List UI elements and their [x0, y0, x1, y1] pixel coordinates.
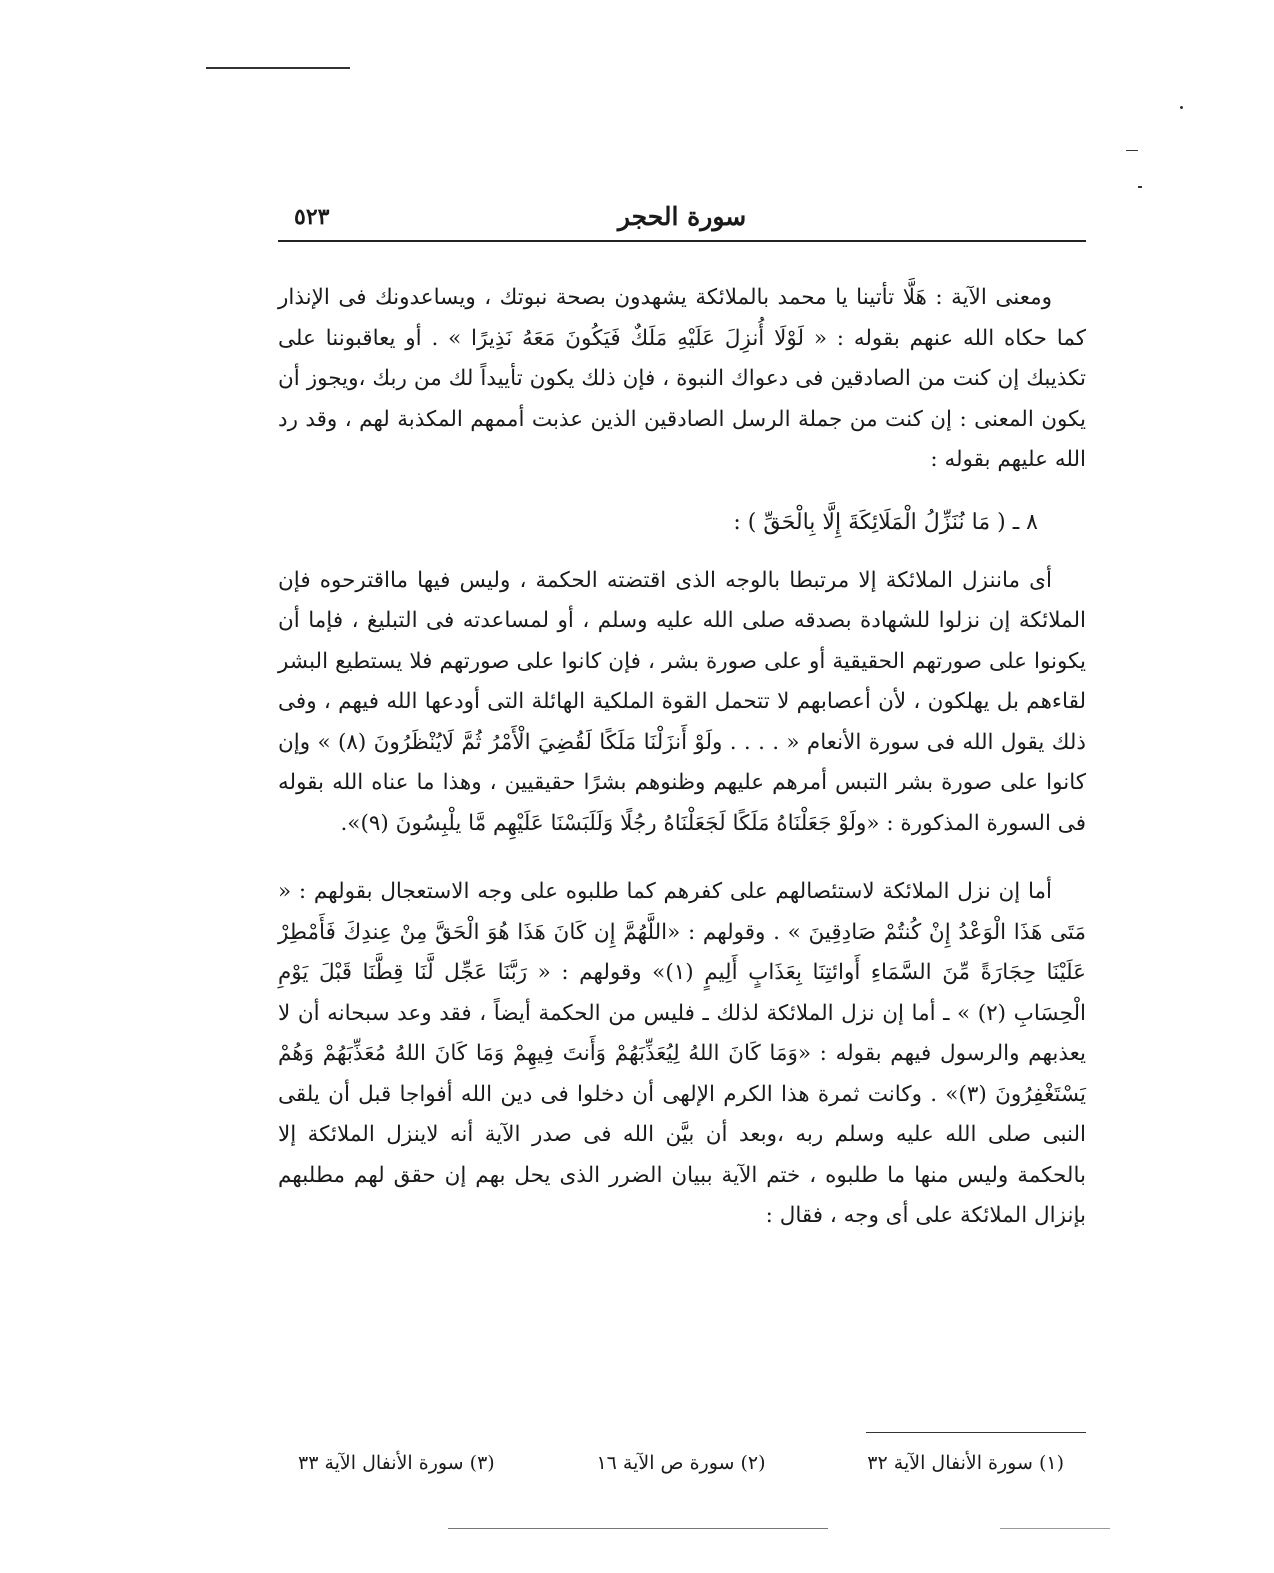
footnote-2: (٢) سورة ص الآية ١٦	[596, 1452, 766, 1474]
scan-dash-right	[1126, 150, 1138, 151]
footnote-1: (١) سورة الأنفال الآية ٣٢	[867, 1452, 1064, 1474]
page-header	[278, 196, 1086, 242]
scan-line-bottom-2	[1000, 1528, 1110, 1529]
footnote-3: (٣) سورة الأنفال الآية ٣٣	[298, 1452, 495, 1474]
running-title: سورة الحجر	[617, 202, 747, 231]
scan-line-top-left	[206, 67, 350, 69]
footnotes	[298, 1452, 1064, 1474]
verse-heading: ٨ ـ ( مَا نُنَزِّلُ الْمَلَائِكَةَ إِلَّا بِالْحَقِّ ) :	[733, 509, 1038, 535]
paragraph-angels-descent: أى ماننزل الملائكة إلا مرتبطا بالوجه الذى اقتضته الحكمة ، وليس فيها مااقترحوه فإن الملائكة إن نزلوا للشهادة بصدقه صلى الله عليه وسلم ، أو لمساعدته فى التبليغ ، فإما أن يكونوا على صورتهم الحقيقية أو على صورة بشر ، فإن كانوا على صورتهم فلا يستطيع البشر لقاءهم بل يهلكون ، لأن أعصابهم لا تتحمل القوة الملكية الهائلة التى أودعها الله فيهم ، وفى ذلك يقول الله فى سورة الأنعام « . . . . ولَوْ أَنزَلْنَا مَلَكًا لَقُضِيَ الْأَمْرُ ثُمَّ لَايُنْظَرُونَ (٨) » وإن كانوا على صورة بشر التبس أمرهم عليهم وظنوهم بشرًا حقيقيين ، وهذا ما عناه الله بقوله فى السورة المذكورة : «ولَوْ جَعَلْنَاهُ مَلَكًا لَجَعَلْنَاهُ رجُلًا وَلَلَبَسْنَا عَلَيْهِم مَّا يلْبِسُونَ (٩)».	[278, 567, 1086, 836]
book-page	[278, 196, 1086, 1516]
page-number: ٥٢٣	[294, 204, 330, 230]
scan-dot-right-2	[1138, 186, 1142, 188]
paragraph-verse-meaning: ومعنى الآية : هَلَّا تأتينا يا محمد بالملائكة يشهدون بصحة نبوتك ، ويساعدونك فى الإنذار كما حكاه الله عنهم بقوله : « لَوْلَا أُنزِلَ عَلَيْهِ مَلَكٌ فَيَكُونَ مَعَهُ نَذِيرًا » . أو يعاقبوننا على تكذيبك إن كنت من الصادقين فى دعواك النبوة ، فإن ذلك يكون تأييداً لك من ربك ،ويجوز أن يكون المعنى : إن كنت من جملة الرسل الصادقين الذين عذبت أممهم المكذبة لهم ، وقد رد الله عليهم بقوله :	[278, 285, 1086, 472]
footnote-divider	[866, 1432, 1086, 1433]
scan-dot-right	[1180, 106, 1183, 109]
scan-line-bottom	[448, 1528, 828, 1529]
paragraph-punishment: أما إن نزل الملائكة لاستئصالهم على كفرهم كما طلبوه على وجه الاستعجال بقولهم : « مَتَى هَذَا الْوَعْدُ إِنْ كُنتُمْ صَادِقِينَ » . وقولهم : «اللَّهُمَّ إِن كَانَ هَذَا هُوَ الْحَقَّ مِنْ عِندِكَ فَأَمْطِرْ عَلَيْنَا حِجَارَةً مِّنَ السَّمَاءِ أَوائتِنَا بِعَذَابٍ أَلِيمٍ (١)» وقولهم : « رَبَّنَا عَجِّل لَّنَا قِطَّنَا قَبْلَ يَوْمِ الْحِسَابِ (٢) » ـ أما إن نزل الملائكة لذلك ـ فليس من الحكمة أيضاً ، فقد وعد سبحانه أن لا يعذبهم والرسول فيهم بقوله : «وَمَا كَانَ اللهُ لِيُعَذِّبَهُمْ وَأَنتَ فِيهِمْ وَمَا كَانَ اللهُ مُعَذِّبَهُمْ وَهُمْ يَسْتَغْفِرُونَ (٣)» . وكانت ثمرة هذا الكرم الإلهى أن دخلوا فى دين الله أفواجا قبل أن يلقى النبى صلى الله عليه وسلم ربه ،وبعد أن بيَّن الله فى صدر الآية أنه لاينزل الملائكة إلا بالحكمة وليس منها ما طلبوه ، ختم الآية ببيان الضرر الذى يحل بهم إن حقق لهم مطلبهم بإنزال الملائكة على أى وجه ، فقال :	[278, 879, 1087, 1228]
